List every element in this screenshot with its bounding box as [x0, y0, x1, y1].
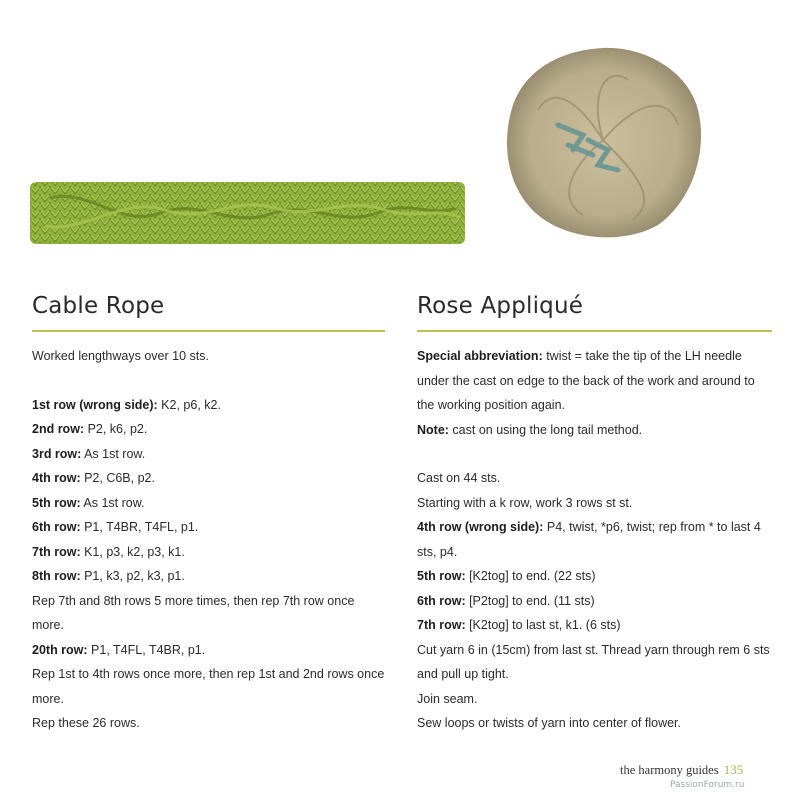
row-label: 3rd row: [32, 446, 82, 461]
row-text: [K2tog] to end. (22 sts) [465, 569, 596, 583]
row-text: [K2tog] to last st, k1. (6 sts) [465, 618, 621, 632]
cable-rope-instructions [32, 393, 387, 736]
rose-applique-swatch-image [498, 40, 708, 245]
rose-applique-instructions [417, 466, 772, 736]
row-text: Cut yarn 6 in (15cm) from last st. Thread yarn through rem 6 sts and pull up tight. [417, 642, 770, 681]
instruction-row [417, 638, 772, 687]
instruction-row [32, 564, 387, 589]
note-label: Note: [417, 422, 449, 437]
special-abbreviation [417, 344, 772, 418]
row-label: 5th row: [417, 569, 466, 583]
instruction-row [32, 491, 387, 516]
note-text: cast on using the long tail method. [448, 422, 643, 437]
rose-applique-section [417, 290, 772, 736]
watermark: PassionForum.ru [670, 780, 745, 790]
row-text: Rep 1st to 4th rows once more, then rep 1st and 2nd rows once more. [32, 667, 385, 706]
instruction-row [32, 466, 387, 491]
row-text: Join seam. [417, 691, 478, 706]
footer-book-title: the harmony guides [620, 763, 719, 777]
row-text: P2, C6B, p2. [80, 471, 155, 485]
instruction-row [417, 589, 772, 614]
row-label: 4th row: [32, 471, 81, 485]
special-abbreviation-text: twist = take the tip of the LH needle under the cast on edge to the back of the work and around to the working position again. [417, 349, 755, 412]
instruction-row [417, 687, 772, 712]
instruction-row [32, 540, 387, 565]
row-text: P1, T4FL, T4BR, p1. [87, 642, 206, 657]
cable-rope-section [32, 290, 387, 736]
instruction-row [417, 515, 772, 564]
row-label: 6th row: [32, 520, 81, 534]
row-text: Rep 7th and 8th rows 5 more times, then rep 7th row once more. [32, 593, 355, 632]
rose-applique-title: Rose Appliqué [417, 293, 584, 319]
instruction-row [32, 711, 387, 736]
row-text: Starting with a k row, work 3 rows st st. [417, 495, 633, 510]
row-text: Rep these 26 rows. [32, 716, 140, 730]
row-text: P4, twist, *p6, twist; rep from * to last 4 sts, p4. [417, 520, 761, 559]
instruction-row [32, 662, 387, 711]
title-rule [32, 330, 385, 332]
row-text: P1, k3, p2, k3, p1. [80, 569, 185, 583]
instruction-row [32, 393, 387, 418]
page-footer [620, 762, 743, 778]
instruction-row [32, 638, 387, 663]
row-label: 4th row (wrong side): [417, 520, 544, 534]
row-label: 2nd row: [32, 422, 85, 436]
row-text: Cast on 44 sts. [417, 471, 501, 485]
instruction-row [417, 613, 772, 638]
instruction-row [417, 491, 772, 516]
instruction-row [32, 417, 387, 442]
special-abbreviation-label: Special abbreviation: [417, 349, 543, 363]
row-label: 6th row: [417, 593, 466, 608]
instruction-row [417, 466, 772, 491]
instruction-row [32, 515, 387, 540]
cable-rope-title: Cable Rope [32, 293, 165, 319]
row-text: Sew loops or twists of yarn into center of flower. [417, 716, 682, 730]
note [417, 418, 772, 443]
row-label: 7th row: [417, 618, 466, 632]
cable-rope-intro: Worked lengthways over 10 sts. [32, 349, 209, 363]
instruction-row [32, 589, 387, 638]
title-rule [417, 330, 772, 332]
instruction-row [417, 711, 772, 736]
row-label: 8th row: [32, 569, 81, 583]
instruction-row [417, 564, 772, 589]
row-text: As 1st row. [81, 446, 146, 461]
row-label: 1st row (wrong side): [32, 397, 158, 412]
row-text: P2, k6, p2. [84, 422, 148, 436]
row-text: K1, p3, k2, p3, k1. [80, 544, 185, 559]
row-text: P1, T4BR, T4FL, p1. [80, 520, 199, 534]
page-number: 135 [723, 762, 744, 777]
row-text: [P2tog] to end. (11 sts) [465, 593, 595, 608]
row-label: 5th row: [32, 495, 81, 510]
instruction-row [32, 442, 387, 467]
row-label: 20th row: [32, 642, 88, 657]
row-label: 7th row: [32, 544, 81, 559]
row-text: As 1st row. [80, 495, 145, 510]
row-text: K2, p6, k2. [157, 397, 221, 412]
cable-rope-swatch-image [30, 178, 465, 253]
